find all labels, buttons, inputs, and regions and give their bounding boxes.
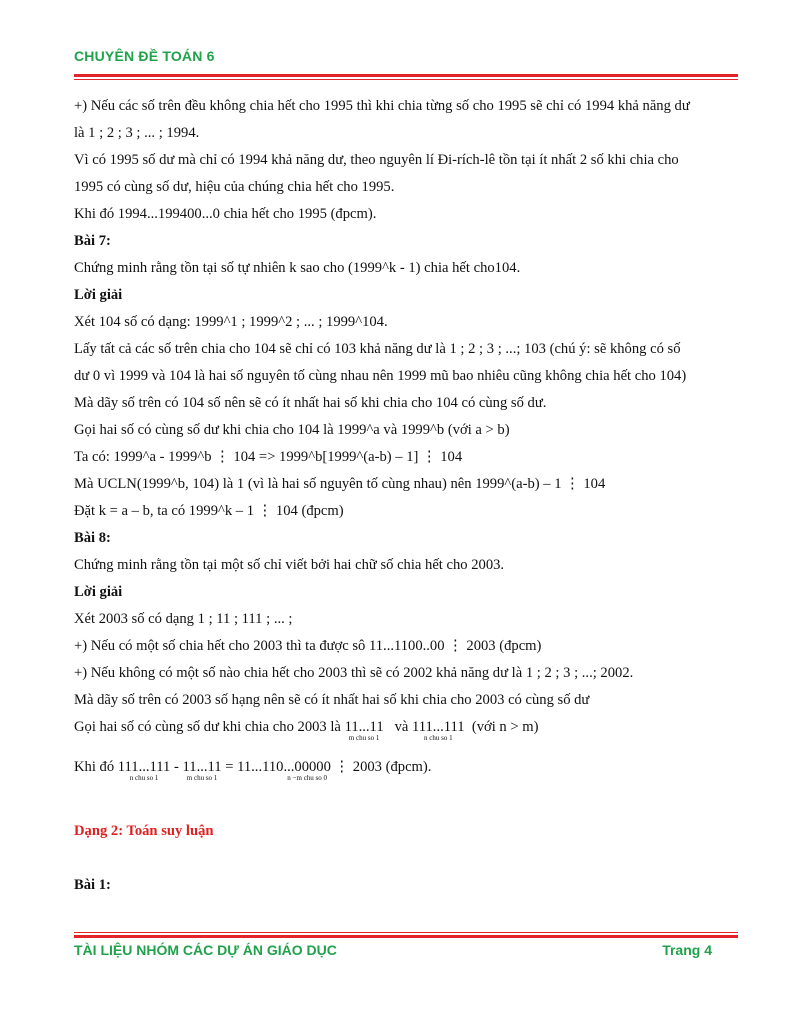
text-line: Xét 2003 số có dạng 1 ; 11 ; 111 ; ... ;	[74, 611, 293, 627]
text-line: Khi đó 1994...199400...0 chia hết cho 1995 (đpcm).	[74, 206, 377, 222]
exercise-heading: Bài 7:	[74, 233, 111, 249]
formula-text: = 11...110	[221, 759, 284, 775]
solution-heading: Lời giải	[74, 584, 123, 600]
text-line: +) Nếu các số trên đều không chia hết cho 1995 thì khi chia từng số cho 1995 sẽ chỉ có 1994 khả năng dư	[74, 98, 690, 114]
text-line: Vì có 1995 số dư mà chỉ có 1994 khả năng dư, theo nguyên lí Đi-rích-lê tồn tại ít nhất 2 số khi chia cho	[74, 152, 679, 168]
exercise-heading: Bài 8:	[74, 530, 111, 546]
formula-text: (với n > m)	[464, 719, 539, 735]
text-line: Mà dãy số trên có 2003 số hạng nên sẽ có ít nhất hai số khi chia cho 2003 có cùng số dư	[74, 692, 590, 708]
formula-text: Gọi hai số có cùng số dư khi chia cho 2003 là	[74, 719, 345, 735]
text-line: Mà UCLN(1999^b, 104) là 1 (vì là hai số nguyên tố cùng nhau) nên 1999^(a-b) – 1 ⋮ 104	[74, 476, 606, 492]
underbrace-label: m chu so 1	[348, 734, 380, 742]
text-line: là 1 ; 2 ; 3 ; ... ; 1994.	[74, 125, 200, 141]
term-text: 11...11	[182, 759, 222, 775]
formula-text: ⋮ 2003 (đpcm).	[330, 759, 432, 775]
underbrace-term	[412, 717, 465, 742]
text-line: Đặt k = a – b, ta có 1999^k – 1 ⋮ 104 (đpcm)	[74, 503, 344, 519]
formula-text: -	[170, 759, 183, 775]
header-rule-thin	[74, 79, 738, 80]
solution-heading: Lời giải	[74, 287, 123, 303]
text-line: Chứng minh rằng tồn tại một số chỉ viết bởi hai chữ số chia hết cho 2003.	[74, 557, 505, 573]
underbrace-label: n −m chu so 0	[287, 774, 328, 782]
underbrace-label: n chu so 1	[423, 734, 453, 742]
text-line: dư 0 vì 1999 và 104 là hai số nguyên tố cùng nhau nên 1999 mũ bao nhiêu cũng không chia hết cho 104)	[74, 368, 687, 384]
underbrace-term	[117, 757, 171, 782]
term-text: ...00000	[283, 759, 331, 775]
text-line: 1995 có cùng số dư, hiệu của chúng chia hết cho 1995.	[74, 179, 395, 195]
formula-text: Khi đó	[74, 759, 118, 775]
underbrace-label: m chu so 1	[186, 774, 218, 782]
term-text: 111...111	[412, 719, 465, 735]
text-line: Xét 104 số có dạng: 1999^1 ; 1999^2 ; ... ; 1999^104.	[74, 314, 388, 330]
text-line: +) Nếu không có một số nào chia hết cho 2003 thì sẽ có 2002 khả năng dư là 1 ; 2 ; 3 ; ...; 2002.	[74, 665, 634, 681]
footer-rule	[74, 935, 738, 938]
header-title: CHUYÊN ĐỀ TOÁN 6	[74, 48, 215, 64]
text-line: Gọi hai số có cùng số dư khi chia cho 104 là 1999^a và 1999^b (với a > b)	[74, 422, 510, 438]
underbrace-term	[283, 757, 331, 782]
footer-title: TÀI LIỆU NHÓM CÁC DỰ ÁN GIÁO DỤC	[74, 942, 337, 958]
term-text: 111...111	[117, 759, 171, 775]
text-line: Lấy tất cả các số trên chia cho 104 sẽ chỉ có 103 khả năng dư là 1 ; 2 ; 3 ; ...; 103 (chú ý: sẽ không có số	[74, 341, 681, 357]
formula-line	[74, 717, 539, 742]
header-rule	[74, 74, 738, 77]
text-line: +) Nếu có một số chia hết cho 2003 thì ta được sô 11...1100..00 ⋮ 2003 (đpcm)	[74, 638, 542, 654]
text-line: Chứng minh rằng tồn tại số tự nhiên k sao cho (1999^k - 1) chia hết cho104.	[74, 260, 521, 276]
underbrace-label: n chu so 1	[129, 774, 159, 782]
underbrace-term	[182, 757, 222, 782]
page-number: Trang 4	[662, 942, 712, 958]
formula-line	[74, 757, 432, 782]
term-text: 11...11	[344, 719, 384, 735]
section-title: Dạng 2: Toán suy luận	[74, 823, 214, 839]
footer-rule-thin	[74, 932, 738, 933]
text-line: Ta có: 1999^a - 1999^b ⋮ 104 => 1999^b[1999^(a-b) – 1] ⋮ 104	[74, 449, 463, 465]
underbrace-term	[344, 717, 384, 742]
formula-text: và	[383, 719, 412, 735]
text-line: Mà dãy số trên có 104 số nên sẽ có ít nhất hai số khi chia cho 104 có cùng số dư.	[74, 395, 547, 411]
exercise-heading: Bài 1:	[74, 877, 111, 893]
